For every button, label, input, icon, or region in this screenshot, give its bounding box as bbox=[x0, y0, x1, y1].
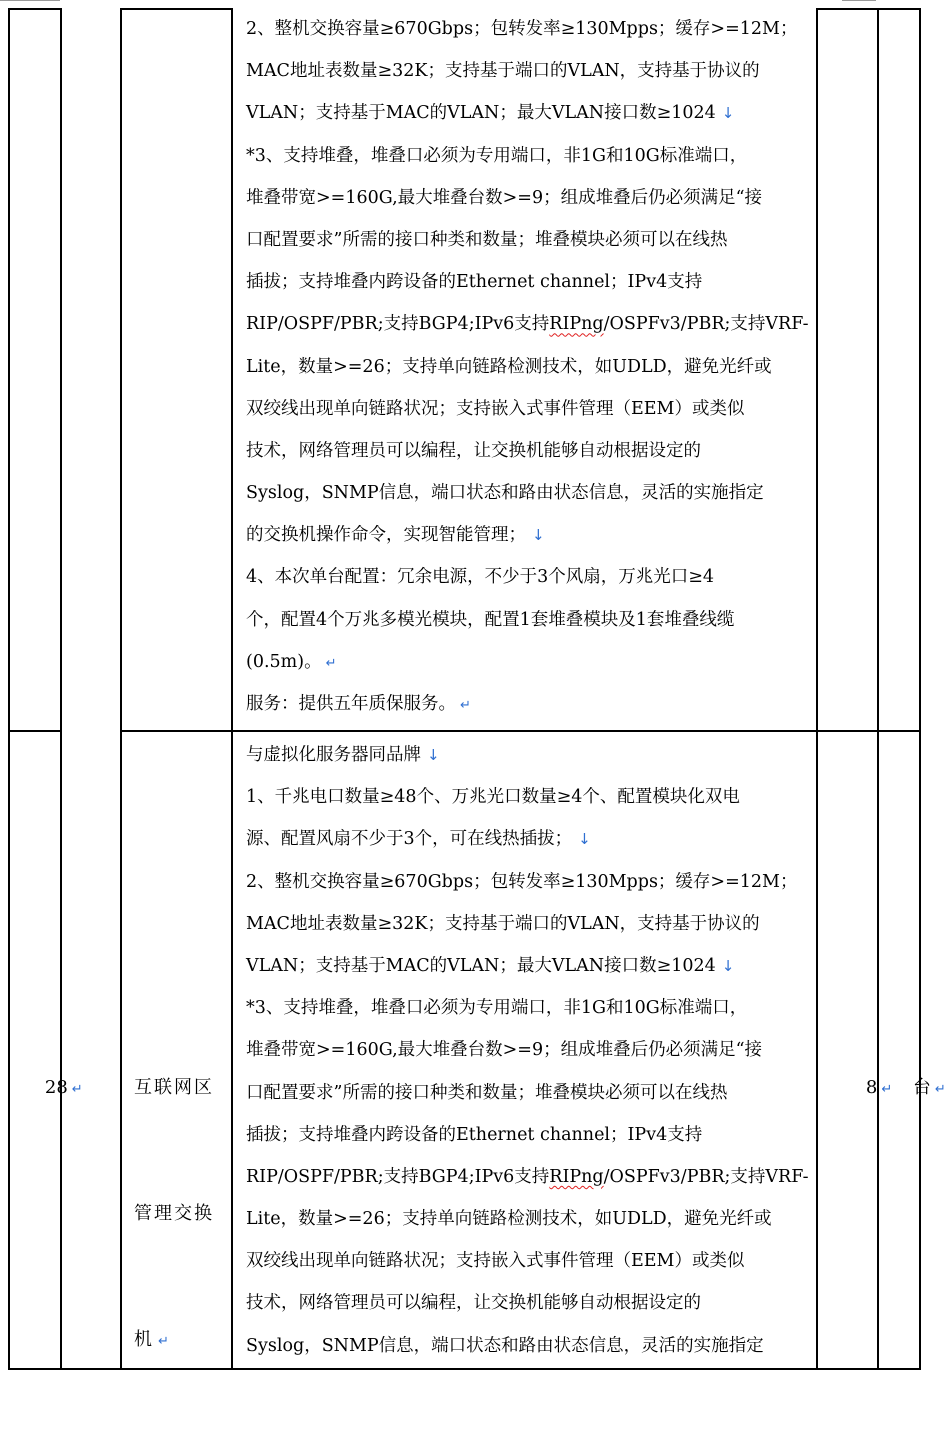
item-name-line: 机 ↵ bbox=[134, 1329, 171, 1350]
spec-line: 堆叠带宽>=160G,最大堆叠台数>=9；组成堆叠后仍必须满足“接 bbox=[246, 187, 763, 208]
spec-line: (0.5m)。 ↵ bbox=[246, 651, 337, 672]
col-divider-qty bbox=[816, 8, 818, 1370]
spec-line: 堆叠带宽>=160G,最大堆叠台数>=9；组成堆叠后仍必须满足“接 bbox=[246, 1040, 763, 1061]
paragraph-mark-icon: ↵ bbox=[325, 655, 337, 671]
row-top-border bbox=[120, 8, 231, 10]
spec-line: 双绞线出现单向链路状况；支持嵌入式事件管理（EEM）或类似 bbox=[246, 1251, 745, 1272]
col-divider-unit bbox=[877, 8, 879, 1370]
spellcheck-underline: RIPng bbox=[549, 314, 604, 335]
col-divider-name bbox=[120, 8, 122, 1370]
top-edge-mark bbox=[0, 0, 60, 1]
spec-line: 源、配置风扇不少于3个，可在线热插拔； ↓ bbox=[246, 829, 591, 850]
spec-line: 口配置要求”所需的接口种类和数量；堆叠模块必须可以在线热 bbox=[246, 1082, 728, 1103]
line-break-arrow-icon: ↓ bbox=[532, 526, 545, 545]
top-edge-mark bbox=[842, 0, 876, 1]
row-separator bbox=[120, 730, 921, 732]
line-break-arrow-icon: ↓ bbox=[721, 104, 735, 123]
table-border-left bbox=[8, 8, 10, 1370]
spec-line: 技术，网络管理员可以编程，让交换机能够自动根据设定的 bbox=[246, 1293, 701, 1314]
spec-text-prev-row bbox=[246, 8, 812, 725]
spec-line: RIP/OSPF/PBR;支持BGP4;IPv6支持RIPng/OSPFv3/PBR;支持VRF- bbox=[246, 1166, 809, 1187]
spec-line: VLAN；支持基于MAC的VLAN；最大VLAN接口数≥1024 ↓ bbox=[246, 955, 735, 976]
row-separator bbox=[8, 730, 60, 732]
row-top-border bbox=[8, 8, 60, 10]
spec-line: Syslog，SNMP信息，端口状态和路由状态信息，灵活的实施指定 bbox=[246, 483, 764, 504]
spec-line: 口配置要求”所需的接口种类和数量；堆叠模块必须可以在线热 bbox=[246, 229, 728, 250]
spec-line: 与虚拟化服务器同品牌 ↓ bbox=[246, 745, 440, 765]
spec-line: MAC地址表数量≥32K；支持基于端口的VLAN，支持基于协议的 bbox=[246, 913, 760, 934]
spec-line: 4、本次单台配置：冗余电源，不少于3个风扇，万兆光口≥4 bbox=[246, 567, 715, 588]
item-name-line: 管理交换 bbox=[134, 1203, 214, 1224]
unit-cell: 台 ↵ bbox=[912, 1077, 946, 1098]
spec-line: *3、支持堆叠，堆叠口必须为专用端口，非1G和10G标准端口， bbox=[246, 998, 748, 1019]
row-top-border bbox=[816, 8, 921, 10]
line-break-arrow-icon: ↓ bbox=[427, 746, 440, 764]
spec-line: 1、千兆电口数量≥48个、万兆光口数量≥4个、配置模块化双电 bbox=[246, 787, 740, 808]
line-break-arrow-icon: ↓ bbox=[578, 830, 591, 849]
spec-line: 插拔；支持堆叠内跨设备的Ethernet channel；IPv4支持 bbox=[246, 1124, 703, 1145]
col-divider-spec bbox=[231, 8, 233, 1370]
spec-line: 双绞线出现单向链路状况；支持嵌入式事件管理（EEM）或类似 bbox=[246, 398, 745, 419]
spellcheck-underline: RIPng bbox=[549, 1166, 604, 1187]
spec-line: Syslog，SNMP信息，端口状态和路由状态信息，灵活的实施指定 bbox=[246, 1335, 764, 1356]
unit: 台 bbox=[912, 1077, 931, 1098]
spec-line: 2、整机交换容量≥670Gbps；包转发率≥130Mpps；缓存>=12M； bbox=[246, 19, 798, 39]
spec-text-row-28 bbox=[246, 734, 812, 1367]
spec-line: 2、整机交换容量≥670Gbps；包转发率≥130Mpps；缓存>=12M； bbox=[246, 871, 798, 892]
spec-line: 个，配置4个万兆多模光模块，配置1套堆叠模块及1套堆叠线缆 bbox=[246, 609, 735, 630]
col-divider-index bbox=[60, 8, 62, 1370]
spec-line: MAC地址表数量≥32K；支持基于端口的VLAN，支持基于协议的 bbox=[246, 61, 760, 82]
spec-line: *3、支持堆叠，堆叠口必须为专用端口，非1G和10G标准端口， bbox=[246, 145, 748, 166]
spec-line: RIP/OSPF/PBR;支持BGP4;IPv6支持RIPng/OSPFv3/PBR;支持VRF- bbox=[246, 314, 809, 335]
spec-line: Lite，数量>=26；支持单向链路检测技术，如UDLD，避免光纤或 bbox=[246, 356, 772, 377]
spec-line: 的交换机操作命令，实现智能管理； ↓ bbox=[246, 525, 545, 546]
table-border-right bbox=[919, 8, 921, 1370]
item-name-line: 互联网区 bbox=[134, 1077, 214, 1098]
quantity: 8 bbox=[865, 1077, 878, 1098]
row-index-cell: 28 ↵ bbox=[44, 1077, 83, 1098]
spec-line: VLAN；支持基于MAC的VLAN；最大VLAN接口数≥1024 ↓ bbox=[246, 103, 735, 124]
line-break-arrow-icon: ↓ bbox=[721, 956, 735, 975]
spec-line: 技术，网络管理员可以编程，让交换机能够自动根据设定的 bbox=[246, 440, 701, 461]
spec-line: 插拔；支持堆叠内跨设备的Ethernet channel；IPv4支持 bbox=[246, 272, 703, 293]
quantity-cell: 8 ↵ bbox=[865, 1077, 893, 1098]
spec-line: Lite，数量>=26；支持单向链路检测技术，如UDLD，避免光纤或 bbox=[246, 1209, 772, 1230]
spec-line: 服务：提供五年质保服务。 ↵ bbox=[246, 694, 471, 714]
item-name-cell bbox=[134, 983, 214, 1447]
paragraph-mark-icon: ↵ bbox=[460, 698, 471, 713]
row-index: 28 bbox=[44, 1077, 68, 1098]
